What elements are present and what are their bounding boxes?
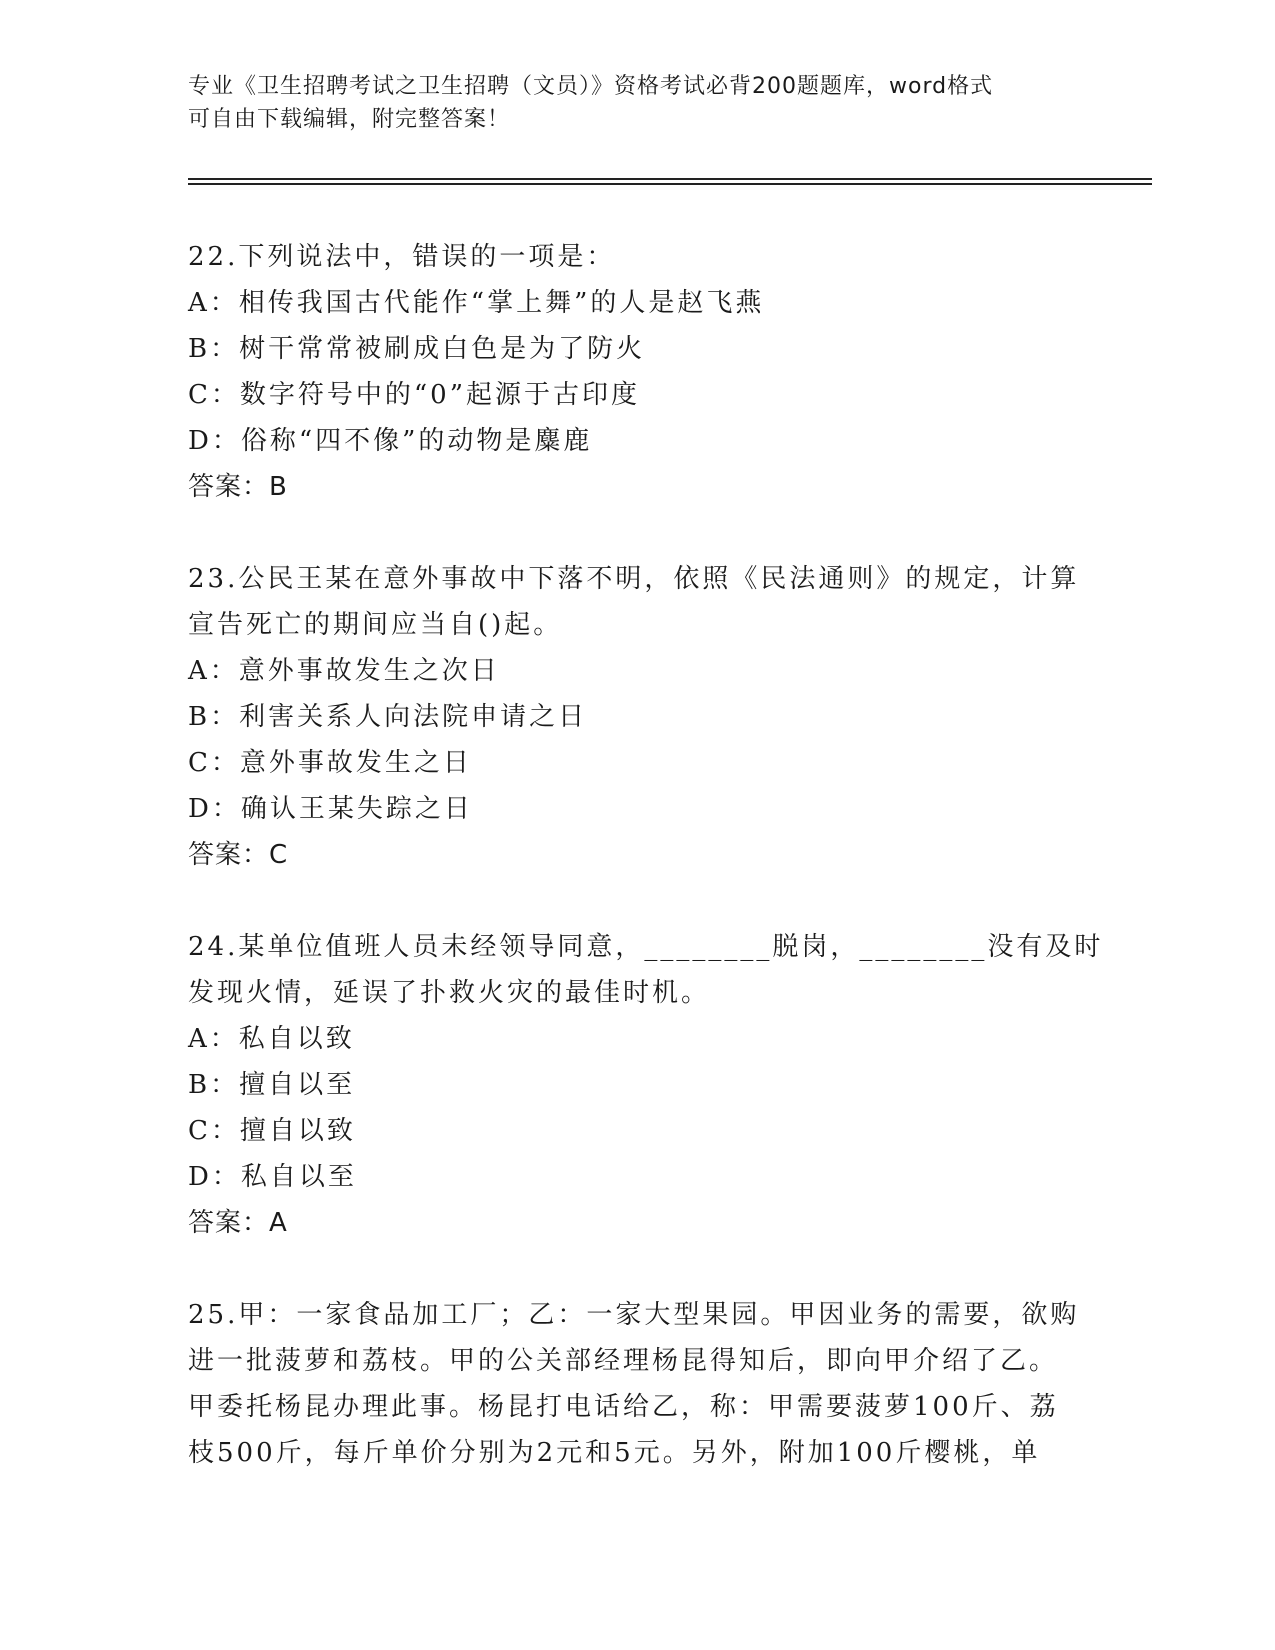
question-list <box>188 234 1104 1476</box>
question-stem: 22.下列说法中，错误的一项是： <box>188 242 616 272</box>
question-23 <box>188 556 1080 878</box>
option-d: D：私自以至 <box>188 1162 357 1192</box>
option-b: B：擅自以至 <box>188 1070 356 1100</box>
question-stem: 24.某单位值班人员未经领导同意，________脱岗，________没有及时 <box>188 932 1104 962</box>
question-stem-continued: 枝500斤，每斤单价分别为2元和5元。另外，附加100斤樱桃，单 <box>188 1438 1041 1468</box>
question-stem: 25.甲：一家食品加工厂；乙：一家大型果园。甲因业务的需要，欲购 <box>188 1300 1080 1330</box>
question-stem-continued: 宣告死亡的期间应当自()起。 <box>188 610 563 640</box>
option-d: D：确认王某失踪之日 <box>188 794 473 824</box>
option-a: A：相传我国古代能作“掌上舞”的人是赵飞燕 <box>188 288 765 318</box>
question-25 <box>188 1292 1080 1476</box>
question-22 <box>188 234 1068 510</box>
question-stem: 23.公民王某在意外事故中下落不明，依照《民法通则》的规定，计算 <box>188 564 1080 594</box>
answer-line: 答案：A <box>188 1208 288 1238</box>
header-line-1: 专业《卫生招聘考试之卫生招聘（文员）》资格考试必背200题题库，word格式 <box>188 74 994 99</box>
question-stem-continued: 发现火情，延误了扑救火灾的最佳时机。 <box>188 978 711 1008</box>
option-a: A：意外事故发生之次日 <box>188 656 500 686</box>
header-line-2: 可自由下载编辑，附完整答案！ <box>188 107 511 132</box>
option-c: C：擅自以致 <box>188 1116 356 1146</box>
option-a: A：私自以致 <box>188 1024 355 1054</box>
option-b: B：树干常常被刷成白色是为了防火 <box>188 334 646 364</box>
header-divider-bottom <box>188 183 1152 185</box>
answer-line: 答案：B <box>188 472 288 502</box>
question-stem-continued: 甲委托杨昆办理此事。杨昆打电话给乙，称：甲需要菠萝100斤、荔 <box>188 1392 1059 1422</box>
option-b: B：利害关系人向法院申请之日 <box>188 702 588 732</box>
option-c: C：数字符号中的“0”起源于古印度 <box>188 380 641 410</box>
question-stem-continued: 进一批菠萝和荔枝。甲的公关部经理杨昆得知后，即向甲介绍了乙。 <box>188 1346 1059 1376</box>
option-c: C：意外事故发生之日 <box>188 748 472 778</box>
answer-line: 答案：C <box>188 840 289 870</box>
option-d: D：俗称“四不像”的动物是麋鹿 <box>188 426 593 456</box>
document-header <box>188 70 1068 136</box>
header-divider-top <box>188 178 1152 180</box>
question-24 <box>188 924 1104 1246</box>
